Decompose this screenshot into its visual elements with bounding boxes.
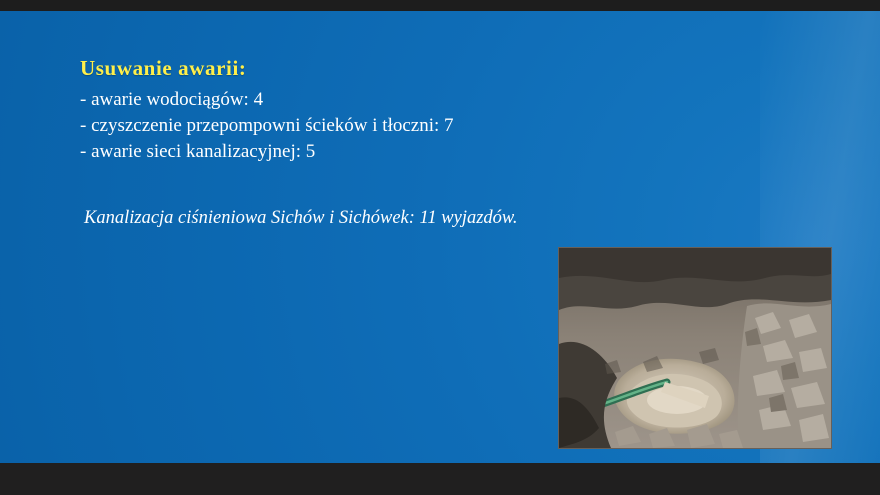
viewer-bottom-bar: [0, 463, 880, 495]
list-item: - awarie wodociągów: 4: [80, 89, 264, 110]
list-item: - awarie sieci kanalizacyjnej: 5: [80, 141, 316, 163]
excavation-pit-photo: [558, 247, 832, 449]
slide-note: Kanalizacja ciśnieniowa Sichów i Sichówek: 11 wyjazdów.: [84, 207, 518, 228]
slide-title: Usuwanie awarii:: [80, 56, 247, 80]
viewer-top-bar: [0, 0, 880, 11]
slide-canvas: [0, 11, 880, 463]
photo-graphic: [559, 248, 831, 448]
slide-text-block: [80, 56, 700, 229]
list-item: - czyszczenie przepompowni ścieków i tłoczni: 7: [80, 115, 454, 137]
